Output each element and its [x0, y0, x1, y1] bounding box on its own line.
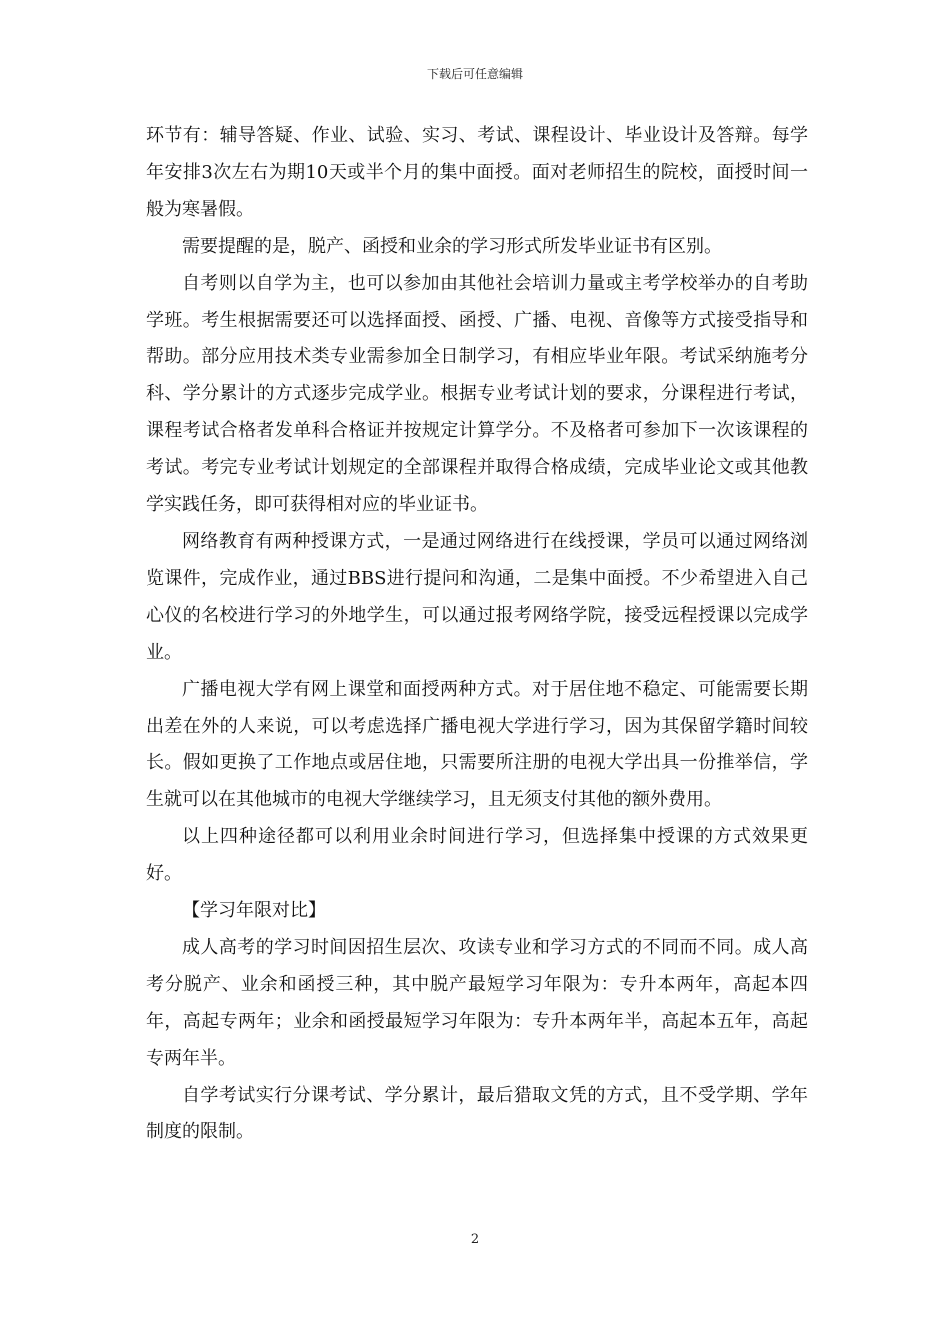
paragraph-radio-tv-university: 广播电视大学有网上课堂和面授两种方式。对于居住地不稳定、可能需要长期出差在外的人来说，可以考虑选择广播电视大学进行学习，因为其保留学籍时间较长。假如更换了工作地点或居住地，只需要所注册的电视大学出具一份推举信，学生就可以在其他城市的电视大学继续学习，且无须支付其他的额外费用。 [146, 678, 808, 811]
section-heading-study-duration: 【学习年限对比】 [182, 900, 326, 922]
page-number: 2 [470, 1232, 480, 1247]
paragraph-self-study-exam: 自考则以自学为主，也可以参加由其他社会培训力量或主考学校举办的自考助学班。考生根据需要还可以选择面授、函授、广播、电视、音像等方式接受指导和帮助。部分应用技术类专业需参加全日制学习，有相应毕业年限。考试采纳施考分科、学分累计的方式逐步完成学业。根据专业考试计划的要求，分课程进行考试，课程考试合格者发单科合格证并按规定计算学分。不及格者可参加下一次该课程的考试。考完专业考试计划规定的全部课程并取得合格成绩，完成毕业论文或其他教学实践任务，即可获得相对应的毕业证书。 [146, 272, 808, 516]
paragraph-online-education: 网络教育有两种授课方式，一是通过网络进行在线授课，学员可以通过网络浏览课件，完成作业，通过BBS进行提问和沟通，二是集中面授。不少希望进入自己心仪的名校进行学习的外地学生，可以通过报考网络学院，接受远程授课以完成学业。 [146, 530, 808, 663]
paragraph-self-exam-duration: 自学考试实行分课考试、学分累计，最后猎取文凭的方式，且不受学期、学年制度的限制。 [146, 1084, 808, 1143]
document-body [146, 118, 808, 1151]
paragraph-reminder: 需要提醒的是，脱产、函授和业余的学习形式所发毕业证书有区别。 [182, 235, 722, 257]
paragraph-summary: 以上四种途径都可以利用业余时间进行学习，但选择集中授课的方式效果更好。 [146, 826, 808, 885]
page-header: 下载后可任意编辑 [426, 67, 523, 81]
paragraph-continued: 环节有：辅导答疑、作业、试验、实习、考试、课程设计、毕业设计及答辩。每学年安排3次左右为期10天或半个月的集中面授。面对老师招生的院校，面授时间一般为寒暑假。 [146, 125, 808, 220]
paragraph-adult-exam-duration: 成人高考的学习时间因招生层次、攻读专业和学习方式的不同而不同。成人高考分脱产、业余和函授三种，其中脱产最短学习年限为：专升本两年，高起本四年，高起专两年；业余和函授最短学习年限为：专升本两年半，高起本五年，高起专两年半。 [146, 936, 808, 1069]
